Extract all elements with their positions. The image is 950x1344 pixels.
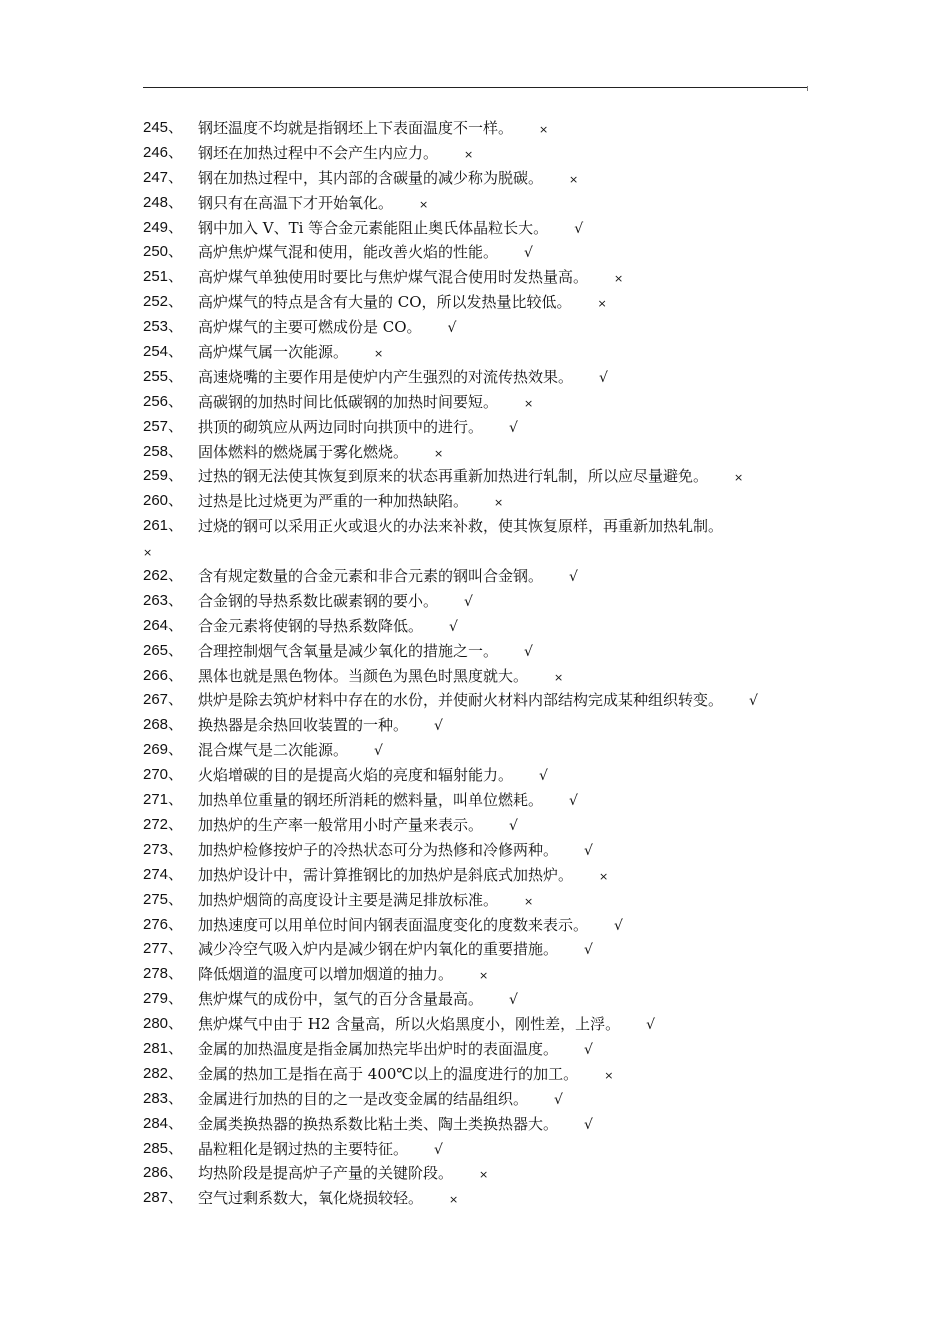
list-item (143, 1087, 863, 1112)
question-text (198, 813, 518, 839)
statement: 均热阶段是提高炉子产量的关键阶段。 (198, 1164, 454, 1183)
header-rule (143, 87, 807, 88)
list-item (143, 1161, 863, 1186)
answer-true-mark: √ (374, 743, 383, 760)
statement: 拱顶的砌筑应从两边同时向拱顶中的进行。 (198, 417, 484, 436)
question-text (198, 240, 533, 266)
answer-false-mark: × (604, 1068, 614, 1082)
question-number: 253、 (143, 318, 184, 336)
answer-false-mark: × (143, 546, 153, 560)
answer-false-mark: × (597, 297, 607, 311)
question-line (143, 838, 863, 863)
statement: 金属类换热器的换热系数比粘土类、陶土类换热器大。 (198, 1114, 559, 1133)
list-item (143, 564, 863, 589)
question-line (143, 813, 863, 838)
statement: 含有规定数量的合金元素和非合元素的钢叫合金钢。 (198, 567, 544, 586)
answer-true-mark: √ (509, 419, 518, 436)
answer-false-mark: × (434, 446, 444, 460)
question-text (198, 788, 578, 814)
statement: 高炉煤气的特点是含有大量的 CO，所以发热量比较低。 (198, 293, 572, 312)
question-text (198, 937, 593, 963)
question-line (143, 738, 863, 763)
question-text (198, 489, 503, 516)
list-item (143, 1186, 863, 1211)
question-number: 286、 (143, 1164, 184, 1182)
statement: 空气过剩系数大，氧化烧损较轻。 (198, 1189, 424, 1208)
question-number: 252、 (143, 293, 184, 311)
question-line (143, 564, 863, 589)
question-text (198, 191, 428, 218)
list-item (143, 116, 863, 141)
question-number: 265、 (143, 641, 184, 659)
list-item (143, 639, 863, 664)
question-line (143, 365, 863, 390)
answer-false-mark: × (734, 471, 744, 485)
question-text (198, 514, 723, 539)
question-number: 256、 (143, 392, 184, 410)
list-item (143, 514, 863, 564)
question-number: 263、 (143, 591, 184, 609)
answer-false-mark: × (524, 396, 534, 410)
question-number: 282、 (143, 1064, 184, 1082)
statement: 加热速度可以用单位时间内钢表面温度变化的度数来表示。 (198, 915, 589, 934)
list-item (143, 265, 863, 290)
question-text (198, 116, 548, 143)
question-number: 277、 (143, 940, 184, 958)
statement: 过烧的钢可以采用正火或退火的办法来补救，使其恢复原样，再重新加热轧制。 (198, 517, 724, 536)
answer-false-mark: × (539, 123, 549, 136)
question-text (198, 738, 383, 764)
list-item (143, 863, 863, 888)
question-line (143, 1112, 863, 1137)
question-text (198, 315, 456, 341)
answer-true-mark: √ (434, 1141, 443, 1158)
statement: 高炉煤气的主要可燃成份是 CO。 (198, 318, 422, 337)
answer-false-mark: × (569, 172, 579, 186)
statement: 焦炉煤气的成份中，氢气的百分含量最高。 (198, 990, 484, 1009)
question-number: 278、 (143, 965, 184, 983)
question-text (198, 564, 578, 590)
question-text (198, 1062, 613, 1089)
statement: 高速烧嘴的主要作用是使炉内产生强烈的对流传热效果。 (198, 367, 574, 386)
list-item (143, 838, 863, 863)
question-number: 261、 (143, 517, 184, 535)
question-text (198, 763, 548, 789)
question-text (198, 888, 533, 915)
question-line (143, 688, 863, 713)
answer-false-mark: × (599, 869, 609, 883)
statement: 晶粒粗化是钢过热的主要特征。 (198, 1139, 409, 1158)
question-line (143, 1062, 863, 1087)
question-text (198, 688, 758, 714)
question-text (198, 1186, 458, 1213)
answer-true-mark: √ (599, 369, 608, 386)
question-text (198, 838, 593, 864)
list-item (143, 440, 863, 465)
answer-false-mark: × (479, 1168, 489, 1182)
statement: 焦炉煤气中由于 H2 含量高，所以火焰黑度小，刚性差，上浮。 (198, 1015, 621, 1034)
statement: 高炉焦炉煤气混和使用，能改善火焰的性能。 (198, 243, 499, 262)
question-line (143, 1161, 863, 1186)
question-text (198, 440, 443, 467)
question-text (198, 166, 578, 193)
statement: 合金钢的导热系数比碳素钢的要小。 (198, 591, 439, 610)
answer-true-mark: √ (569, 793, 578, 810)
question-text (198, 639, 533, 665)
question-number: 254、 (143, 343, 184, 361)
statement: 高碳钢的加热时间比低碳钢的加热时间要短。 (198, 392, 499, 411)
list-item (143, 340, 863, 365)
answer-true-mark: √ (524, 643, 533, 660)
question-line (143, 1137, 863, 1162)
question-line (143, 1012, 863, 1037)
question-number: 283、 (143, 1089, 184, 1107)
answer-true-mark: √ (584, 942, 593, 959)
list-item (143, 888, 863, 913)
question-number: 281、 (143, 1039, 184, 1057)
question-text (198, 141, 473, 168)
statement: 黑体也就是黑色物体。当颜色为黑色时黑度就大。 (198, 666, 529, 685)
question-number: 247、 (143, 168, 184, 186)
statement: 加热炉的生产率一般常用小时产量来表示。 (198, 815, 484, 834)
question-number: 245、 (143, 119, 184, 136)
list-item (143, 1062, 863, 1087)
question-line (143, 265, 863, 290)
question-line (143, 639, 863, 664)
statement: 钢坯在加热过程中不会产生内应力。 (198, 143, 439, 162)
list-item (143, 390, 863, 415)
statement: 高炉煤气单独使用时要比与焦炉煤气混合使用时发热量高。 (198, 268, 589, 287)
question-number: 276、 (143, 915, 184, 933)
question-text (198, 290, 607, 317)
statement: 加热单位重量的钢坯所消耗的燃料量，叫单位燃耗。 (198, 791, 544, 810)
statement: 减少冷空气吸入炉内是减少钢在炉内氧化的重要措施。 (198, 940, 559, 959)
question-text (198, 365, 608, 391)
question-number: 260、 (143, 492, 184, 510)
question-text (198, 987, 518, 1013)
statement: 钢中加入 V、Ti 等合金元素能阻止奥氏体晶粒长大。 (198, 218, 549, 237)
list-item (143, 166, 863, 191)
header-rule-tick (807, 86, 808, 91)
list-item (143, 614, 863, 639)
question-number: 267、 (143, 691, 184, 709)
answer-false-mark: × (494, 496, 504, 510)
answer-false-mark: × (419, 197, 429, 211)
list-item (143, 962, 863, 987)
question-number: 285、 (143, 1139, 184, 1157)
answer-true-mark: √ (524, 245, 533, 262)
question-line (143, 962, 863, 987)
answer-true-mark: √ (539, 768, 548, 785)
question-text (198, 1161, 488, 1188)
question-number: 273、 (143, 840, 184, 858)
question-number: 287、 (143, 1189, 184, 1207)
statement: 火焰增碳的目的是提高火焰的亮度和辐射能力。 (198, 766, 514, 785)
statement: 钢只有在高温下才开始氧化。 (198, 193, 394, 212)
question-text (198, 1087, 563, 1113)
statement: 加热炉设计中，需计算推钢比的加热炉是斜底式加热炉。 (198, 865, 574, 884)
question-number: 275、 (143, 890, 184, 908)
list-item (143, 813, 863, 838)
answer-false-mark: × (374, 347, 384, 361)
list-item (143, 240, 863, 265)
question-text (198, 390, 533, 417)
question-text (198, 216, 583, 242)
answer-false-mark: × (614, 272, 624, 286)
question-line (143, 290, 863, 315)
question-number: 259、 (143, 467, 184, 485)
list-item (143, 937, 863, 962)
question-text (198, 664, 563, 691)
statement: 加热炉检修按炉子的冷热状态可分为热修和冷修两种。 (198, 840, 559, 859)
question-number: 266、 (143, 666, 184, 684)
statement: 金属的加热温度是指金属加热完毕出炉时的表面温度。 (198, 1039, 559, 1058)
question-line (143, 788, 863, 813)
list-item (143, 688, 863, 713)
list-item (143, 365, 863, 390)
question-number: 264、 (143, 616, 184, 634)
question-text (198, 614, 458, 640)
list-item (143, 713, 863, 738)
answer-false-mark: × (464, 147, 474, 161)
question-line (143, 1037, 863, 1062)
answer-false-mark: × (554, 670, 564, 684)
question-text (198, 1137, 443, 1163)
question-line (143, 1186, 863, 1211)
question-number: 255、 (143, 367, 184, 385)
list-item (143, 315, 863, 340)
question-number: 258、 (143, 442, 184, 460)
question-line (143, 415, 863, 440)
list-item (143, 1137, 863, 1162)
question-line (143, 937, 863, 962)
statement: 合金元素将使钢的导热系数降低。 (198, 616, 424, 635)
question-text (198, 340, 383, 367)
question-line (143, 664, 863, 689)
list-item (143, 1037, 863, 1062)
list-item (143, 987, 863, 1012)
question-number: 270、 (143, 766, 184, 784)
answer-true-mark: √ (584, 842, 593, 859)
answer-false-mark: × (524, 894, 534, 908)
statement: 钢坯温度不均就是指钢坯上下表面温度不一样。 (198, 119, 514, 137)
statement: 固体燃料的燃烧属于雾化燃烧。 (198, 442, 409, 461)
statement: 烘炉是除去筑炉材料中存在的水份，并使耐火材料内部结构完成某种组织转变。 (198, 691, 724, 710)
list-item (143, 1112, 863, 1137)
question-line (143, 589, 863, 614)
answer-true-mark: √ (569, 569, 578, 586)
question-line (143, 987, 863, 1012)
question-text (198, 863, 608, 890)
list-item (143, 191, 863, 216)
answer-true-mark: √ (614, 917, 623, 934)
question-line (143, 1087, 863, 1112)
question-line (143, 440, 863, 465)
question-number: 257、 (143, 417, 184, 435)
question-text (198, 1012, 655, 1038)
answer-true-mark: √ (584, 1116, 593, 1133)
question-number: 271、 (143, 791, 184, 809)
question-number: 249、 (143, 218, 184, 236)
list-item (143, 141, 863, 166)
statement: 加热炉烟筒的高度设计主要是满足排放标准。 (198, 890, 499, 909)
answer-true-mark: √ (434, 718, 443, 735)
statement: 金属进行加热的目的之一是改变金属的结晶组织。 (198, 1089, 529, 1108)
question-line (143, 116, 863, 141)
question-number: 269、 (143, 741, 184, 759)
question-line (143, 240, 863, 265)
question-text (198, 713, 443, 739)
question-number: 274、 (143, 865, 184, 883)
statement: 合理控制烟气含氧量是减少氧化的措施之一。 (198, 641, 499, 660)
question-number: 279、 (143, 990, 184, 1008)
question-text (198, 415, 518, 441)
answer-false-mark: × (479, 969, 489, 983)
list-item (143, 415, 863, 440)
question-number: 246、 (143, 143, 184, 161)
statement: 换热器是余热回收装置的一种。 (198, 716, 409, 735)
question-line (143, 614, 863, 639)
list-item (143, 913, 863, 938)
list-item (143, 216, 863, 241)
statement: 钢在加热过程中，其内部的含碳量的减少称为脱碳。 (198, 168, 544, 187)
list-item (143, 589, 863, 614)
question-line (143, 863, 863, 888)
question-line (143, 489, 863, 514)
question-text (198, 1112, 593, 1138)
question-number: 280、 (143, 1015, 184, 1033)
list-item (143, 763, 863, 788)
question-text (198, 464, 743, 491)
list-item (143, 464, 863, 489)
list-item (143, 788, 863, 813)
statement: 降低烟道的温度可以增加烟道的抽力。 (198, 965, 454, 984)
answer-true-mark: √ (646, 1017, 656, 1034)
question-text (198, 962, 488, 989)
question-number: 262、 (143, 567, 184, 585)
question-text (198, 589, 473, 615)
statement: 过热的钢无法使其恢复到原来的状态再重新加热进行轧制，所以应尽量避免。 (198, 467, 709, 486)
question-list (143, 116, 863, 1211)
list-item (143, 664, 863, 689)
list-item (143, 1012, 863, 1037)
question-line (143, 340, 863, 365)
question-number: 284、 (143, 1114, 184, 1132)
answer-true-mark: √ (447, 320, 457, 337)
question-line (143, 191, 863, 216)
statement: 金属的热加工是指在高于 400℃以上的温度进行的加工。 (198, 1064, 579, 1083)
question-line (143, 315, 863, 340)
question-line (143, 141, 863, 166)
answer-true-mark: √ (749, 693, 758, 710)
question-number: 250、 (143, 243, 184, 261)
answer-true-mark: √ (554, 1091, 563, 1108)
question-number: 272、 (143, 815, 184, 833)
question-line-continued (143, 539, 863, 564)
question-text (198, 913, 623, 939)
question-line (143, 216, 863, 241)
question-text (198, 265, 623, 292)
list-item (143, 290, 863, 315)
question-line (143, 166, 863, 191)
question-line (143, 913, 863, 938)
question-number: 251、 (143, 268, 184, 286)
question-line (143, 888, 863, 913)
question-line (143, 464, 863, 489)
answer-true-mark: √ (509, 992, 518, 1009)
answer-true-mark: √ (464, 593, 473, 610)
statement: 过热是比过烧更为严重的一种加热缺陷。 (198, 492, 469, 511)
question-line (143, 763, 863, 788)
answer-true-mark: √ (574, 220, 584, 237)
answer-false-mark: × (449, 1193, 459, 1207)
question-line (143, 514, 863, 539)
question-text (198, 1037, 593, 1063)
answer-true-mark: √ (449, 618, 458, 635)
list-item (143, 489, 863, 514)
list-item (143, 738, 863, 763)
question-number: 248、 (143, 193, 184, 211)
answer-true-mark: √ (584, 1041, 593, 1058)
question-line (143, 390, 863, 415)
statement: 高炉煤气属一次能源。 (198, 343, 349, 362)
statement: 混合煤气是二次能源。 (198, 741, 349, 760)
question-line (143, 713, 863, 738)
question-number: 268、 (143, 716, 184, 734)
answer-true-mark: √ (509, 817, 518, 834)
